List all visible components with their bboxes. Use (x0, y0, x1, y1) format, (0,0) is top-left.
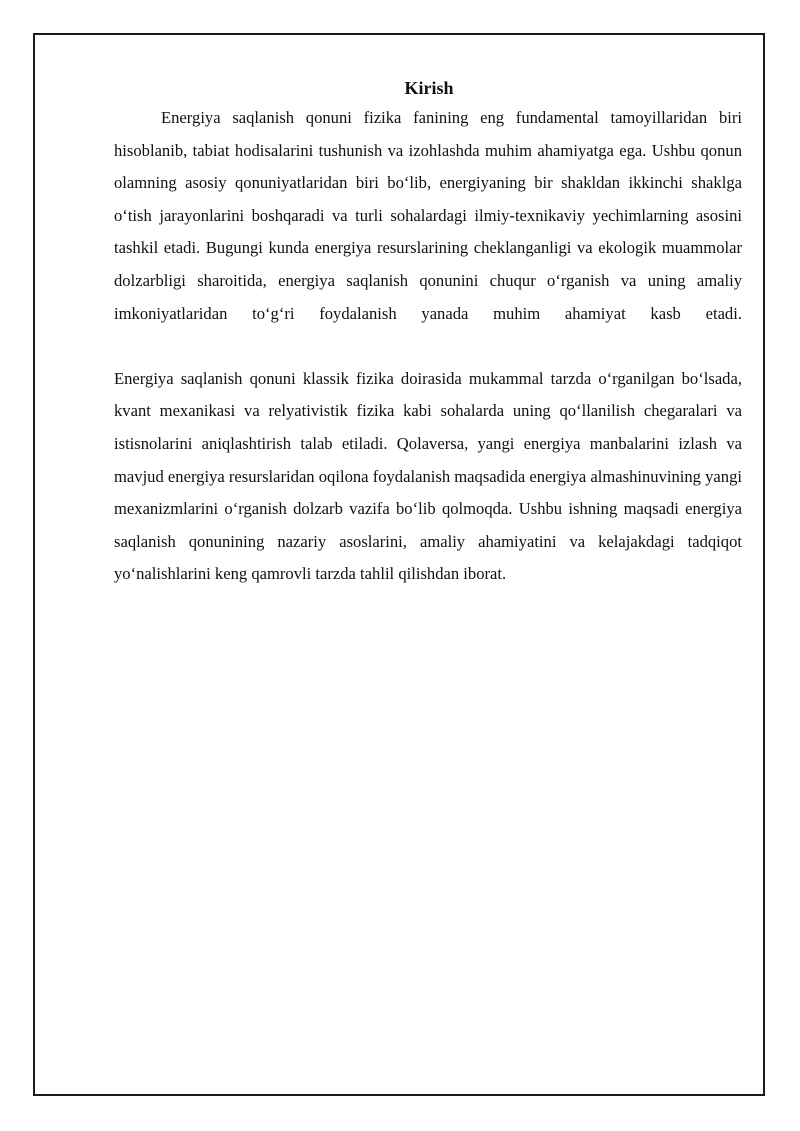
section-title: Kirish (404, 78, 454, 98)
paragraph-1: Energiya saqlanish qonuni fizika fanining eng fundamental tamoyillaridan biri hisoblanib, tabiat hodisalarini tushunish va izohlashda muhim ahamiyatga ega. Ushbu qonun olamning asosiy qonuniyatlaridan biri bo‘lib, energiyaning bir shakldan ikkinchi shaklga o‘tish jarayonlarini boshqaradi va turli sohalardagi ilmiy-texnikaviy yechimlarning asosini tashkil etadi. Bugungi kunda energiya resurslarining cheklanganligi va ekologik muammolar dolzarbligi sharoitida, energiya saqlanish qonunini chuqur o‘rganish va uning amaliy imkoniyatlaridan to‘g‘ri foydalanish yanada muhim ahamiyat kasb etadi. (114, 108, 742, 323)
paragraph-2: Energiya saqlanish qonuni klassik fizika doirasida mukammal tarzda o‘rganilgan bo‘lsada, kvant mexanikasi va relyativistik fizika kabi sohalarda uning qo‘llanilish chegaralari va istisnolarini aniqlashtirish talab etiladi. Qolaversa, yangi energiya manbalarini izlash va mavjud energiya resurslaridan oqilona foydalanish maqsadida energiya almashinuvining yangi mexanizmlarini o‘rganish dolzarb vazifa bo‘lib qolmoqda. Ushbu ishning maqsadi energiya saqlanish qonunining nazariy asoslarini, amaliy ahamiyatini va kelajakdagi tadqiqot yo‘nalishlarini keng qamrovli tarzda tahlil qilishdan iborat. (114, 368, 742, 584)
paragraph-spacer (114, 330, 742, 363)
document-body (114, 74, 742, 591)
